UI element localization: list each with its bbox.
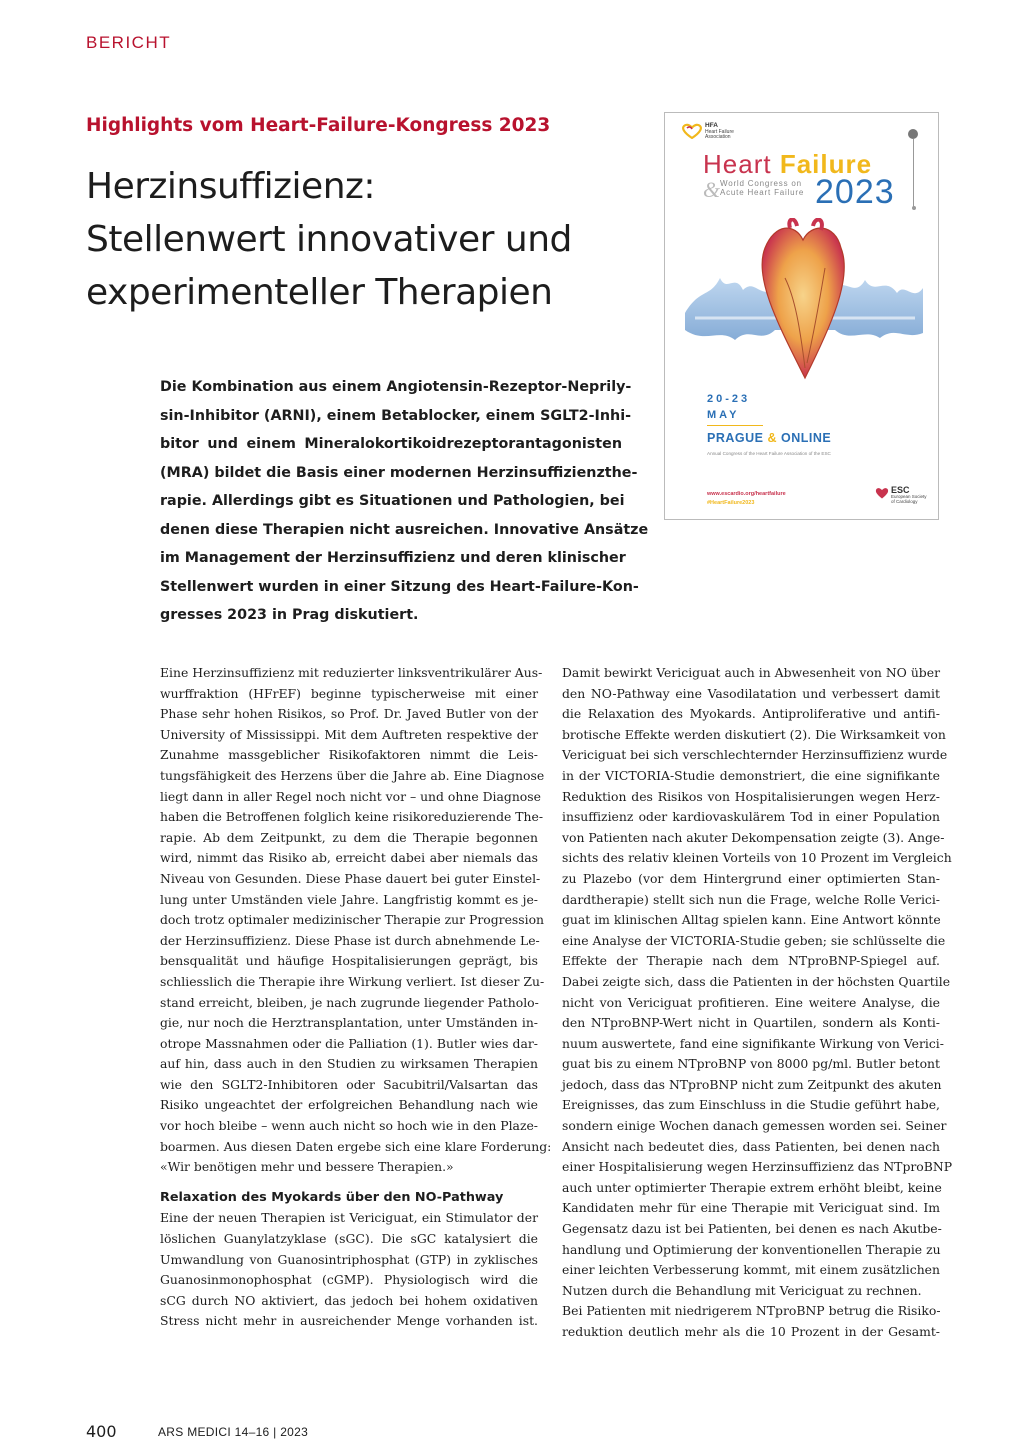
journal-issue: ARS MEDICI 14–16 | 2023 [158,1425,309,1439]
body-line: Eine der neuen Therapien ist Vericiguat, ein Stimulator der [160,1210,538,1226]
body-line: Ansicht nach bedeutet dies, dass Patienten, bei denen nach [562,1138,940,1154]
divider [707,425,763,426]
body-line: wird, nimmt das Risiko ab, erreicht dabei aber niemals das [160,850,538,866]
body-line: die Relaxation des Myokards. Antiproliferative und antifi- [562,706,940,722]
body-line: auf hin, dass auch in den Studien zu wirksamen Therapien [160,1056,538,1072]
body-line: otrope Massnahmen oder die Palliation (1). Butler wies dar- [160,1035,538,1051]
body-line: Zunahme massgeblicher Risikofaktoren nimmt die Leis- [160,747,538,763]
body-line: Stress nicht mehr in ausreichender Menge vorhanden ist. [160,1313,538,1329]
lead-line: sin-Inhibitor (ARNI), einem Betablocker, einem SGLT2-Inhi- [160,407,632,424]
body-column-right [562,663,953,1343]
poster-year: 2023 [815,173,895,211]
body-line: tungsfähigkeit des Herzens über die Jahre ab. Eine Diagnose [160,767,545,783]
poster-annual-congress: Annual Congress of the Heart Failure Association of the ESC [707,451,831,456]
body-line: bensqualität und häufige Hospitalisierungen geprägt, bis [160,953,538,969]
body-line: brotische Effekte werden diskutiert (2). Die Wirksamkeit von [562,726,946,742]
body-line: Gegensatz dazu ist bei Patienten, bei denen es nach Akutbe- [562,1221,942,1237]
body-line: wie den SGLT2-Inhibitoren oder Sacubitril/Valsartan das [160,1076,538,1092]
body-line: schliesslich die Therapie ihre Wirkung verliert. Ist dieser Zu- [160,973,545,989]
body-line: Umwandlung von Guanosintriphosphat (GTP) in zyklisches [160,1251,538,1267]
body-line: guat bis zu einem NTproBNP von 8000 pg/ml. Butler betont [562,1056,940,1072]
body-line: doch trotz optimaler medizinischer Therapie zur Progression [160,912,545,928]
body-line: einer Hospitalisierung wegen Herzinsuffizienz das NTproBNP [562,1159,953,1175]
body-line: Effekte der Therapie nach dem NTproBNP-Spiegel auf. [562,953,940,969]
body-line: nicht von Vericiguat profitieren. Eine weitere Analyse, die [562,994,940,1010]
lead-line: bitor und einem Mineralokortikoidrezeptorantagonisten [160,436,622,452]
poster-dates: 20-23 MAY [707,393,751,421]
body-line: dardtherapie) stellt sich nun die Frage, welche Rolle Verici- [562,891,940,907]
body-line: nuum auswertete, fand eine signifikante Wirkung von Verici- [562,1035,944,1051]
body-line: in der VICTORIA-Studie demonstriert, die eine signifikante [562,767,940,783]
body-column-left [160,663,552,1332]
body-line: boarmen. Aus diesen Daten ergebe sich eine klare Forderung: [160,1138,552,1154]
hfa-heart-logo-icon [681,123,703,139]
headline-line: Stellenwert innovativer und [86,219,572,260]
lead-line: Stellenwert wurden in einer Sitzung des Heart-Failure-Kon- [160,578,639,595]
decor-dot [908,129,918,139]
watercolor-heart-illustration [665,218,938,388]
body-line: rapie. Ab dem Zeitpunkt, zu dem die Therapie begonnen [160,829,538,845]
body-line: sondern einige Wochen danach gemessen worden sei. Seiner [562,1118,947,1134]
lead-line: im Management der Herzinsuffizienz und deren klinischer [160,550,626,566]
body-line: sichts des relativ kleinen Vorteils von 10 Prozent im Vergleich [562,850,952,866]
body-line: handlung und Optimierung der konventionellen Therapie zu [562,1241,941,1257]
body-line: sCG durch NO aktiviert, das jedoch bei hohem oxidativen [160,1292,538,1308]
body-line: vor hoch bleibe – wenn auch nicht so hoch wie in den Plaze- [160,1118,538,1134]
body-line: stand erreicht, bleiben, je nach zugrunde liegender Patholo- [160,994,539,1010]
article-kicker: Highlights vom Heart-Failure-Kongress 2023 [86,115,551,136]
body-line: Vericiguat bei sich verschlechternder Herzinsuffizienz wurde [562,747,948,763]
body-line: Dabei zeigte sich, dass die Patienten in der höchsten Quartile [562,973,951,989]
body-line: wurffraktion (HFrEF) beginne typischerweise mit einer [160,685,538,701]
body-line: Eine Herzinsuffizienz mit reduzierter linksventrikulärer Aus- [160,665,543,680]
body-line: einer leichten Verbesserung kommt, mit einem zusätzlichen [562,1262,940,1278]
body-line: lung unter Umständen viele Jahre. Langfristig kommt es je- [160,891,538,907]
esc-name: ESC European Society of Cardiology [891,485,927,504]
body-line: auch unter optimierter Therapie extrem erhöht bleibt, keine [562,1179,942,1195]
body-line: löslichen Guanylatzyklase (sGC). Die sGC katalysiert die [160,1231,538,1247]
body-line: den NO-Pathway eine Vasodilatation und verbessert damit [562,685,940,701]
body-line: Guanosinmonophosphat (cGMP). Physiologisch wird die [160,1272,538,1288]
body-line: Nutzen durch die Behandlung mit Vericiguat zu rechnen. [562,1282,922,1298]
lead-line: gresses 2023 in Prag diskutiert. [160,607,419,623]
lead-line: Die Kombination aus einem Angiotensin-Rezeptor-Neprily- [160,379,632,395]
poster-title: Heart Failure [703,149,873,179]
section-label: BERICHT [86,33,172,52]
decor-line [913,139,914,209]
hfa-name: HFA Heart Failure Association [705,122,734,140]
body-line: haben die Betroffenen folglich keine risikoreduzierende The- [160,809,544,825]
poster-ampersand: & [703,177,721,202]
poster-subtitle: World Congress on Acute Heart Failure [720,179,805,197]
article-headline [86,160,646,319]
poster-hashtag: #HeartFailure2023 [707,500,755,506]
body-line: Kandidaten mehr für eine Therapie mit Vericiguat sind. Im [562,1200,940,1216]
poster-url: www.escardio.org/heartfailure [707,491,786,497]
lead-line: rapie. Allerdings gibt es Situationen und Pathologien, bei [160,493,625,509]
body-line: liegt dann in aller Regel noch nicht vor – und ohne Diagnose [160,788,541,804]
body-line: reduktion deutlich mehr als die 10 Prozent in der Gesamt- [562,1324,940,1339]
body-line: guat im klinischen Alltag spielen kann. Eine Antwort könnte [562,912,941,928]
body-line: Reduktion des Risikos von Hospitalisierungen wegen Herz- [562,788,940,804]
body-line: jedoch, dass das NTproBNP nicht zum Zeitpunkt des akuten [562,1076,942,1092]
poster-location: PRAGUE & ONLINE [707,431,832,445]
headline-line: experimenteller Therapien [86,272,553,313]
body-line: gie, nur noch die Herztransplantation, unter Umständen in- [160,1015,538,1031]
lead-line: (MRA) bildet die Basis einer modernen Herzinsuffizienzthe- [160,464,638,481]
headline-line: Herzinsuffizienz: [86,166,376,207]
body-line: Risiko ungeachtet der erfolgreichen Behandlung nach wie [160,1097,538,1113]
esc-heart-logo-icon [875,487,889,499]
page-number: 400 [86,1422,117,1441]
body-line: den NTproBNP-Wert nicht in Quartilen, sondern als Konti- [562,1015,940,1031]
decor-dot [912,206,916,210]
body-line: von Patienten nach akuter Dekompensation zeigte (3). Ange- [562,829,945,845]
body-line: «Wir benötigen mehr und bessere Therapien.» [160,1159,454,1175]
article-lead [160,373,649,630]
body-line: Phase sehr hohen Risikos, so Prof. Dr. Javed Butler von der [160,706,538,722]
body-line: Ereignisses, das zum Einschluss in die Studie geführt habe, [562,1097,940,1113]
body-line: der Herzinsuffizienz. Diese Phase ist durch abnehmende Le- [160,932,540,948]
section-subheading: Relaxation des Myokards über den NO-Pathway [160,1189,504,1205]
body-line: eine Analyse der VICTORIA-Studie geben; sie schlüsselte die [562,932,946,948]
lead-line: denen diese Therapien nicht ausreichen. Innovative Ansätze [160,521,649,538]
congress-poster [664,112,939,520]
body-line: insuffizienz oder kardiovaskulärem Tod in einer Population [562,809,940,825]
body-line: University of Mississippi. Mit dem Auftreten respektive der [160,726,538,742]
body-line: Niveau von Gesunden. Diese Phase dauert bei guter Einstel- [160,870,541,886]
body-line: zu Plazebo (vor dem Hintergrund einer optimierten Stan- [562,870,940,886]
body-line: Bei Patienten mit niedrigerem NTproBNP betrug die Risiko- [562,1303,941,1319]
body-line: Damit bewirkt Vericiguat auch in Abwesenheit von NO über [562,665,940,680]
